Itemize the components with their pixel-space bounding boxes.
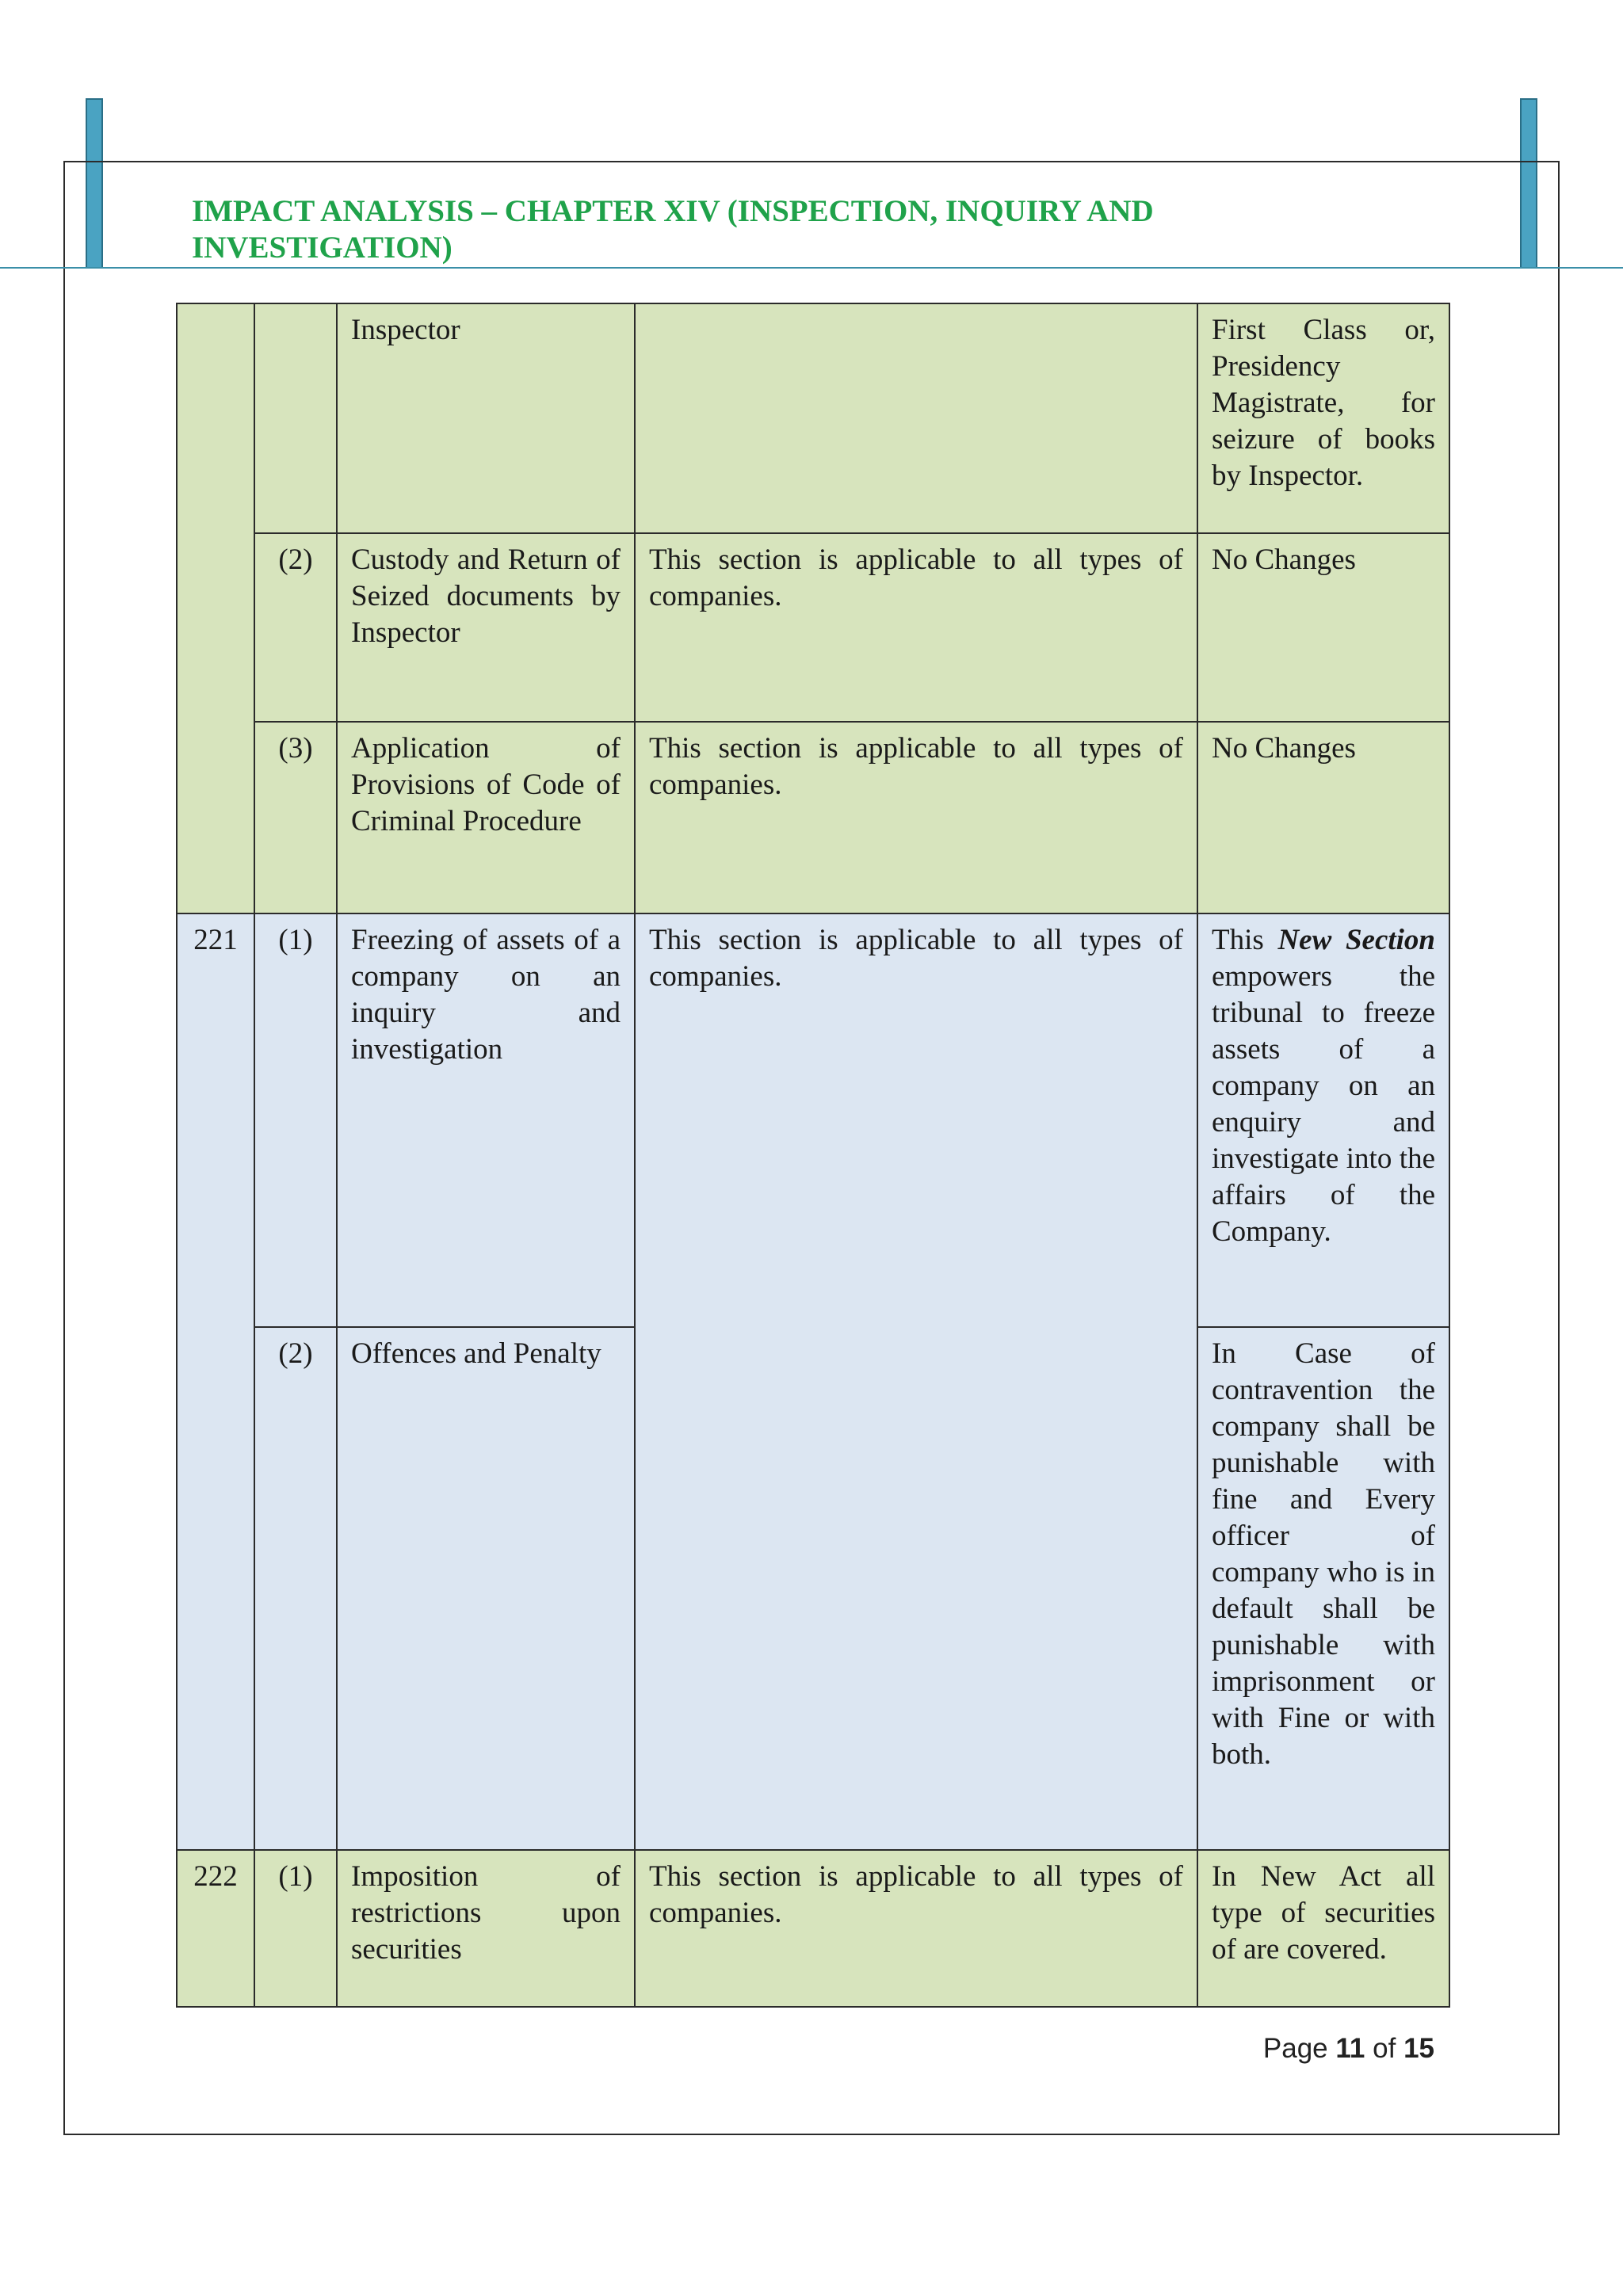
sub-section-cell: (1) <box>254 1850 337 2007</box>
applicability-cell <box>635 303 1197 533</box>
remarks-cell: In Case of contravention the company shall be punishable with fine and Every officer of company who is in default shall be punishable with imprisonment or with Fine or with both. <box>1197 1327 1449 1850</box>
page-footer <box>1263 2033 1434 2065</box>
applicability-cell: This section is applicable to all types of companies. <box>635 913 1197 1850</box>
header-rule <box>0 267 1623 269</box>
section-number-cell <box>177 303 254 913</box>
section-number-cell: 222 <box>177 1850 254 2007</box>
table-row <box>177 303 1449 533</box>
table-row <box>177 533 1449 722</box>
remarks-cell: No Changes <box>1197 533 1449 722</box>
sub-section-cell: (3) <box>254 722 337 913</box>
new-section-emphasis: New Section <box>1277 924 1435 956</box>
page-label: Page <box>1262 2033 1328 2064</box>
remarks-cell <box>1197 913 1449 1327</box>
applicability-cell: This section is applicable to all types of companies. <box>635 533 1197 722</box>
of-label: of <box>1373 2033 1396 2064</box>
table-row <box>177 722 1449 913</box>
remarks-text: empowers the tribunal to freeze assets of a company on an enquiry and investigate into the affairs of the Company. <box>1212 960 1435 1248</box>
applicability-cell: This section is applicable to all types of companies. <box>635 1850 1197 2007</box>
table-row <box>177 913 1449 1327</box>
impact-analysis-table <box>176 303 1450 2008</box>
remarks-text: This <box>1212 924 1278 956</box>
applicability-cell: This section is applicable to all types of companies. <box>635 722 1197 913</box>
subject-cell: Imposition of restrictions upon securities <box>337 1850 635 2007</box>
table-row <box>177 1850 1449 2007</box>
subject-cell: Inspector <box>337 303 635 533</box>
sub-section-cell: (2) <box>254 1327 337 1850</box>
sub-section-cell: (2) <box>254 533 337 722</box>
page-number: 11 <box>1335 2033 1365 2064</box>
document-title: IMPACT ANALYSIS – CHAPTER XIV (INSPECTION, INQUIRY AND INVESTIGATION) <box>192 194 1154 265</box>
remarks-cell: First Class or, Presidency Magistrate, for seizure of books by Inspector. <box>1197 303 1449 533</box>
subject-cell: Custody and Return of Seized documents by Inspector <box>337 533 635 722</box>
remarks-cell: In New Act all type of securities of are covered. <box>1197 1850 1449 2007</box>
section-number-cell: 221 <box>177 913 254 1850</box>
subject-cell: Freezing of assets of a company on an inquiry and investigation <box>337 913 635 1327</box>
sub-section-cell <box>254 303 337 533</box>
page-total: 15 <box>1403 2033 1434 2064</box>
subject-cell: Application of Provisions of Code of Criminal Procedure <box>337 722 635 913</box>
subject-cell: Offences and Penalty <box>337 1327 635 1850</box>
remarks-cell: No Changes <box>1197 722 1449 913</box>
sub-section-cell: (1) <box>254 913 337 1327</box>
